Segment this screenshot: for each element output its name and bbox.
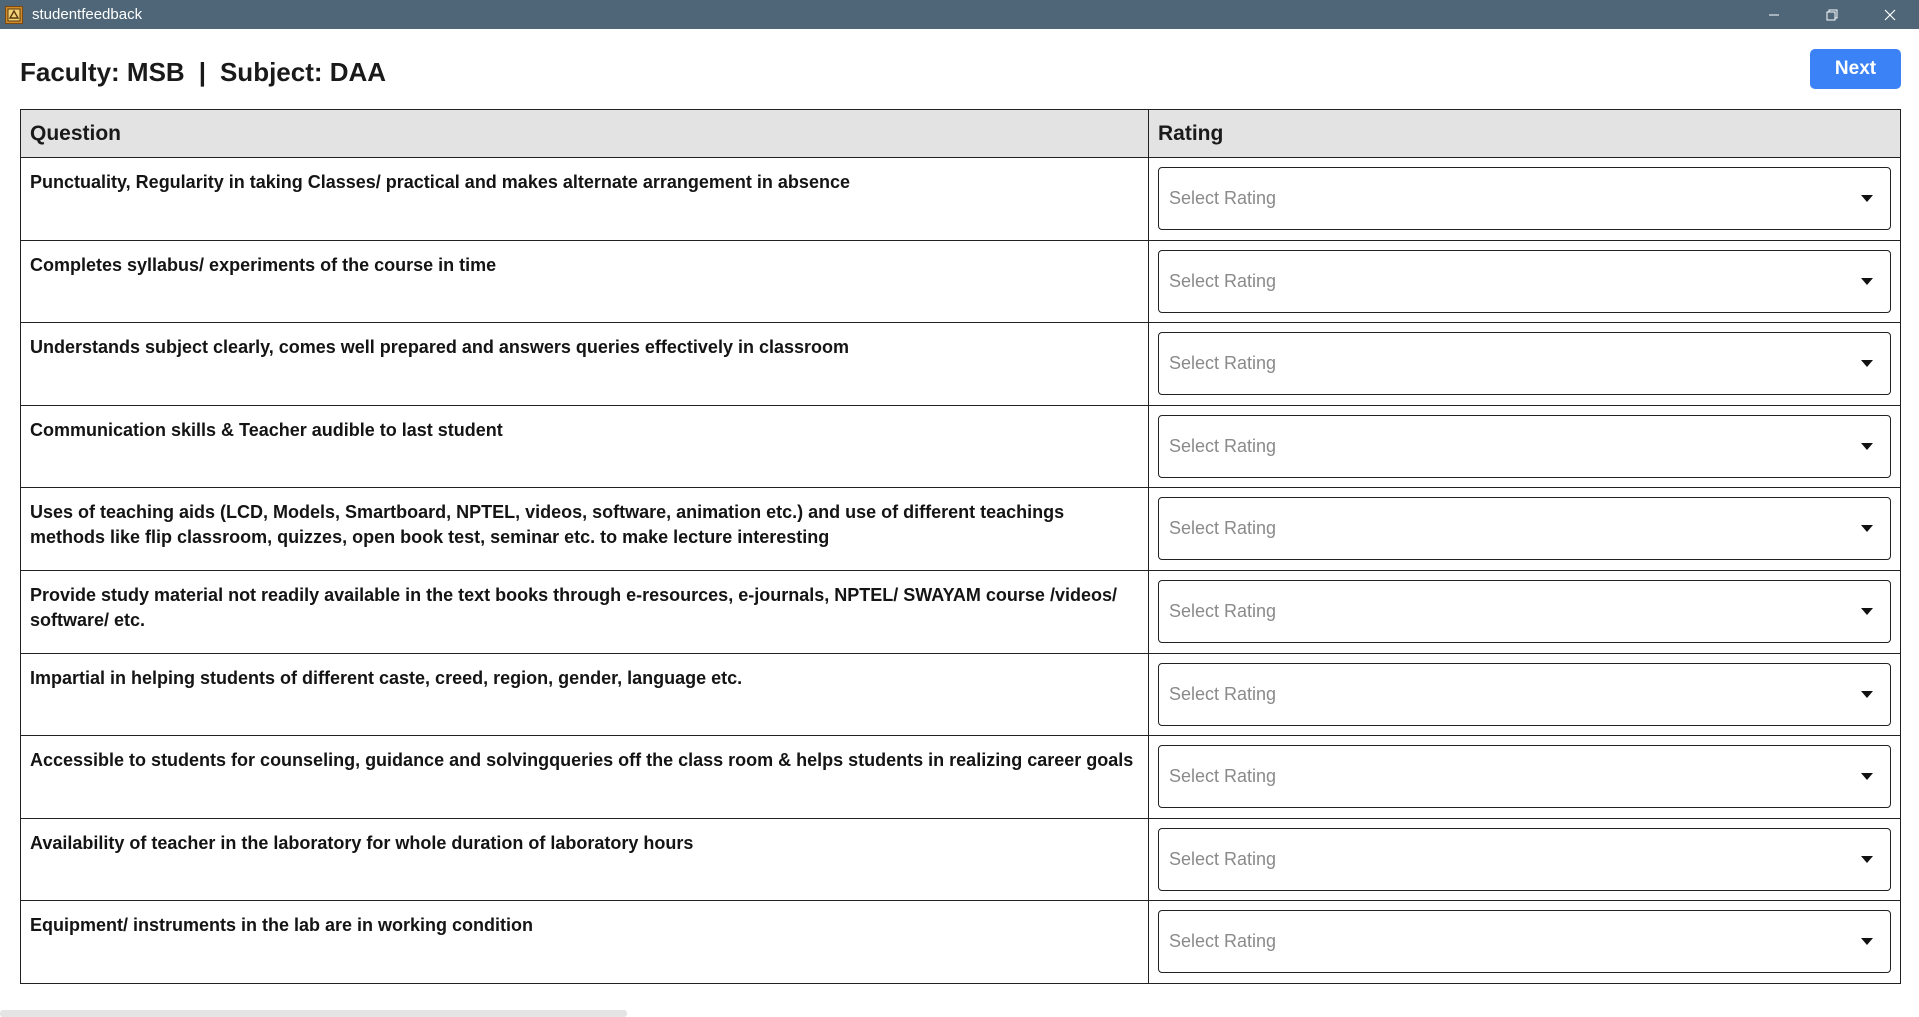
table-row bbox=[21, 570, 1901, 653]
question-text: Impartial in helping students of different caste, creed, region, gender, language etc. bbox=[21, 653, 1149, 736]
app-logo-icon bbox=[5, 6, 23, 24]
rating-cell bbox=[1149, 736, 1901, 819]
rating-select[interactable] bbox=[1158, 497, 1891, 560]
table-row bbox=[21, 405, 1901, 488]
caret-down-icon bbox=[1861, 608, 1873, 615]
rating-select[interactable] bbox=[1158, 332, 1891, 395]
next-button[interactable]: Next bbox=[1810, 49, 1901, 89]
caret-down-icon bbox=[1861, 856, 1873, 863]
rating-cell bbox=[1149, 653, 1901, 736]
feedback-table bbox=[20, 109, 1901, 984]
title-separator: | bbox=[198, 56, 206, 87]
window-title: studentfeedback bbox=[32, 6, 143, 23]
caret-down-icon bbox=[1861, 691, 1873, 698]
rating-select-value: Select Rating bbox=[1169, 518, 1277, 539]
rating-select-value: Select Rating bbox=[1169, 353, 1277, 374]
window-titlebar bbox=[0, 0, 1919, 29]
table-row bbox=[21, 240, 1901, 323]
page-title bbox=[20, 54, 386, 90]
rating-select-value: Select Rating bbox=[1169, 600, 1277, 621]
table-row bbox=[21, 653, 1901, 736]
rating-cell bbox=[1149, 323, 1901, 406]
rating-select[interactable] bbox=[1158, 663, 1891, 726]
rating-select[interactable] bbox=[1158, 167, 1891, 230]
question-text: Provide study material not readily available in the text books through e-resources, e-journals, NPTEL/ SWAYAM course /videos/ software/ etc. bbox=[21, 570, 1149, 653]
faculty-label: Faculty: MSB bbox=[20, 56, 185, 87]
rating-select-value: Select Rating bbox=[1169, 188, 1277, 208]
rating-cell bbox=[1149, 818, 1901, 901]
restore-icon[interactable] bbox=[1803, 0, 1861, 29]
minimize-icon[interactable] bbox=[1745, 0, 1803, 29]
caret-down-icon bbox=[1861, 773, 1873, 780]
rating-select[interactable] bbox=[1158, 910, 1891, 973]
question-column-header: Question bbox=[21, 110, 1149, 158]
caret-down-icon bbox=[1861, 525, 1873, 532]
rating-cell bbox=[1149, 901, 1901, 984]
rating-select[interactable] bbox=[1158, 580, 1891, 643]
rating-select-value: Select Rating bbox=[1169, 931, 1277, 952]
question-text: Equipment/ instruments in the lab are in working condition bbox=[21, 901, 1149, 984]
rating-select-value: Select Rating bbox=[1169, 683, 1277, 704]
rating-select[interactable] bbox=[1158, 250, 1891, 313]
question-text: Punctuality, Regularity in taking Classes/ practical and makes alternate arrangement in absence bbox=[21, 158, 1149, 241]
subject-label: Subject: DAA bbox=[219, 56, 387, 87]
table-row bbox=[21, 488, 1901, 571]
question-text: Availability of teacher in the laboratory for whole duration of laboratory hours bbox=[21, 818, 1149, 901]
rating-cell bbox=[1149, 240, 1901, 323]
window-controls bbox=[1745, 0, 1919, 29]
rating-select-value: Select Rating bbox=[1169, 270, 1277, 291]
caret-down-icon bbox=[1861, 360, 1873, 367]
table-row bbox=[21, 323, 1901, 406]
rating-select[interactable] bbox=[1158, 828, 1891, 891]
table-row bbox=[21, 901, 1901, 984]
question-text: Uses of teaching aids (LCD, Models, Smartboard, NPTEL, videos, software, animation etc.) and use of different teachings methods like flip classroom, quizzes, open book test, seminar etc. to make lecture interesting bbox=[21, 488, 1149, 571]
question-text: Accessible to students for counseling, guidance and solvingqueries off the class room & helps students in realizing career goals bbox=[21, 736, 1149, 819]
question-text: Understands subject clearly, comes well prepared and answers queries effectively in classroom bbox=[21, 323, 1149, 406]
rating-cell bbox=[1149, 488, 1901, 571]
horizontal-scrollbar[interactable] bbox=[0, 1010, 627, 1017]
rating-cell bbox=[1149, 570, 1901, 653]
caret-down-icon bbox=[1861, 938, 1873, 945]
rating-select-value: Select Rating bbox=[1169, 848, 1277, 869]
question-text: Communication skills & Teacher audible to last student bbox=[21, 405, 1149, 488]
caret-down-icon bbox=[1861, 443, 1873, 450]
rating-select[interactable] bbox=[1158, 415, 1891, 478]
rating-cell bbox=[1149, 405, 1901, 488]
caret-down-icon bbox=[1861, 278, 1873, 285]
table-row bbox=[21, 818, 1901, 901]
question-text: Completes syllabus/ experiments of the course in time bbox=[21, 240, 1149, 323]
table-header-row bbox=[21, 110, 1901, 158]
caret-down-icon bbox=[1861, 195, 1873, 202]
table-row bbox=[21, 158, 1901, 241]
close-icon[interactable] bbox=[1861, 0, 1919, 29]
rating-cell bbox=[1149, 158, 1901, 241]
rating-select-value: Select Rating bbox=[1169, 435, 1277, 456]
rating-select[interactable] bbox=[1158, 745, 1891, 808]
rating-column-header: Rating bbox=[1149, 110, 1901, 158]
rating-select-value: Select Rating bbox=[1169, 766, 1277, 787]
table-row bbox=[21, 736, 1901, 819]
